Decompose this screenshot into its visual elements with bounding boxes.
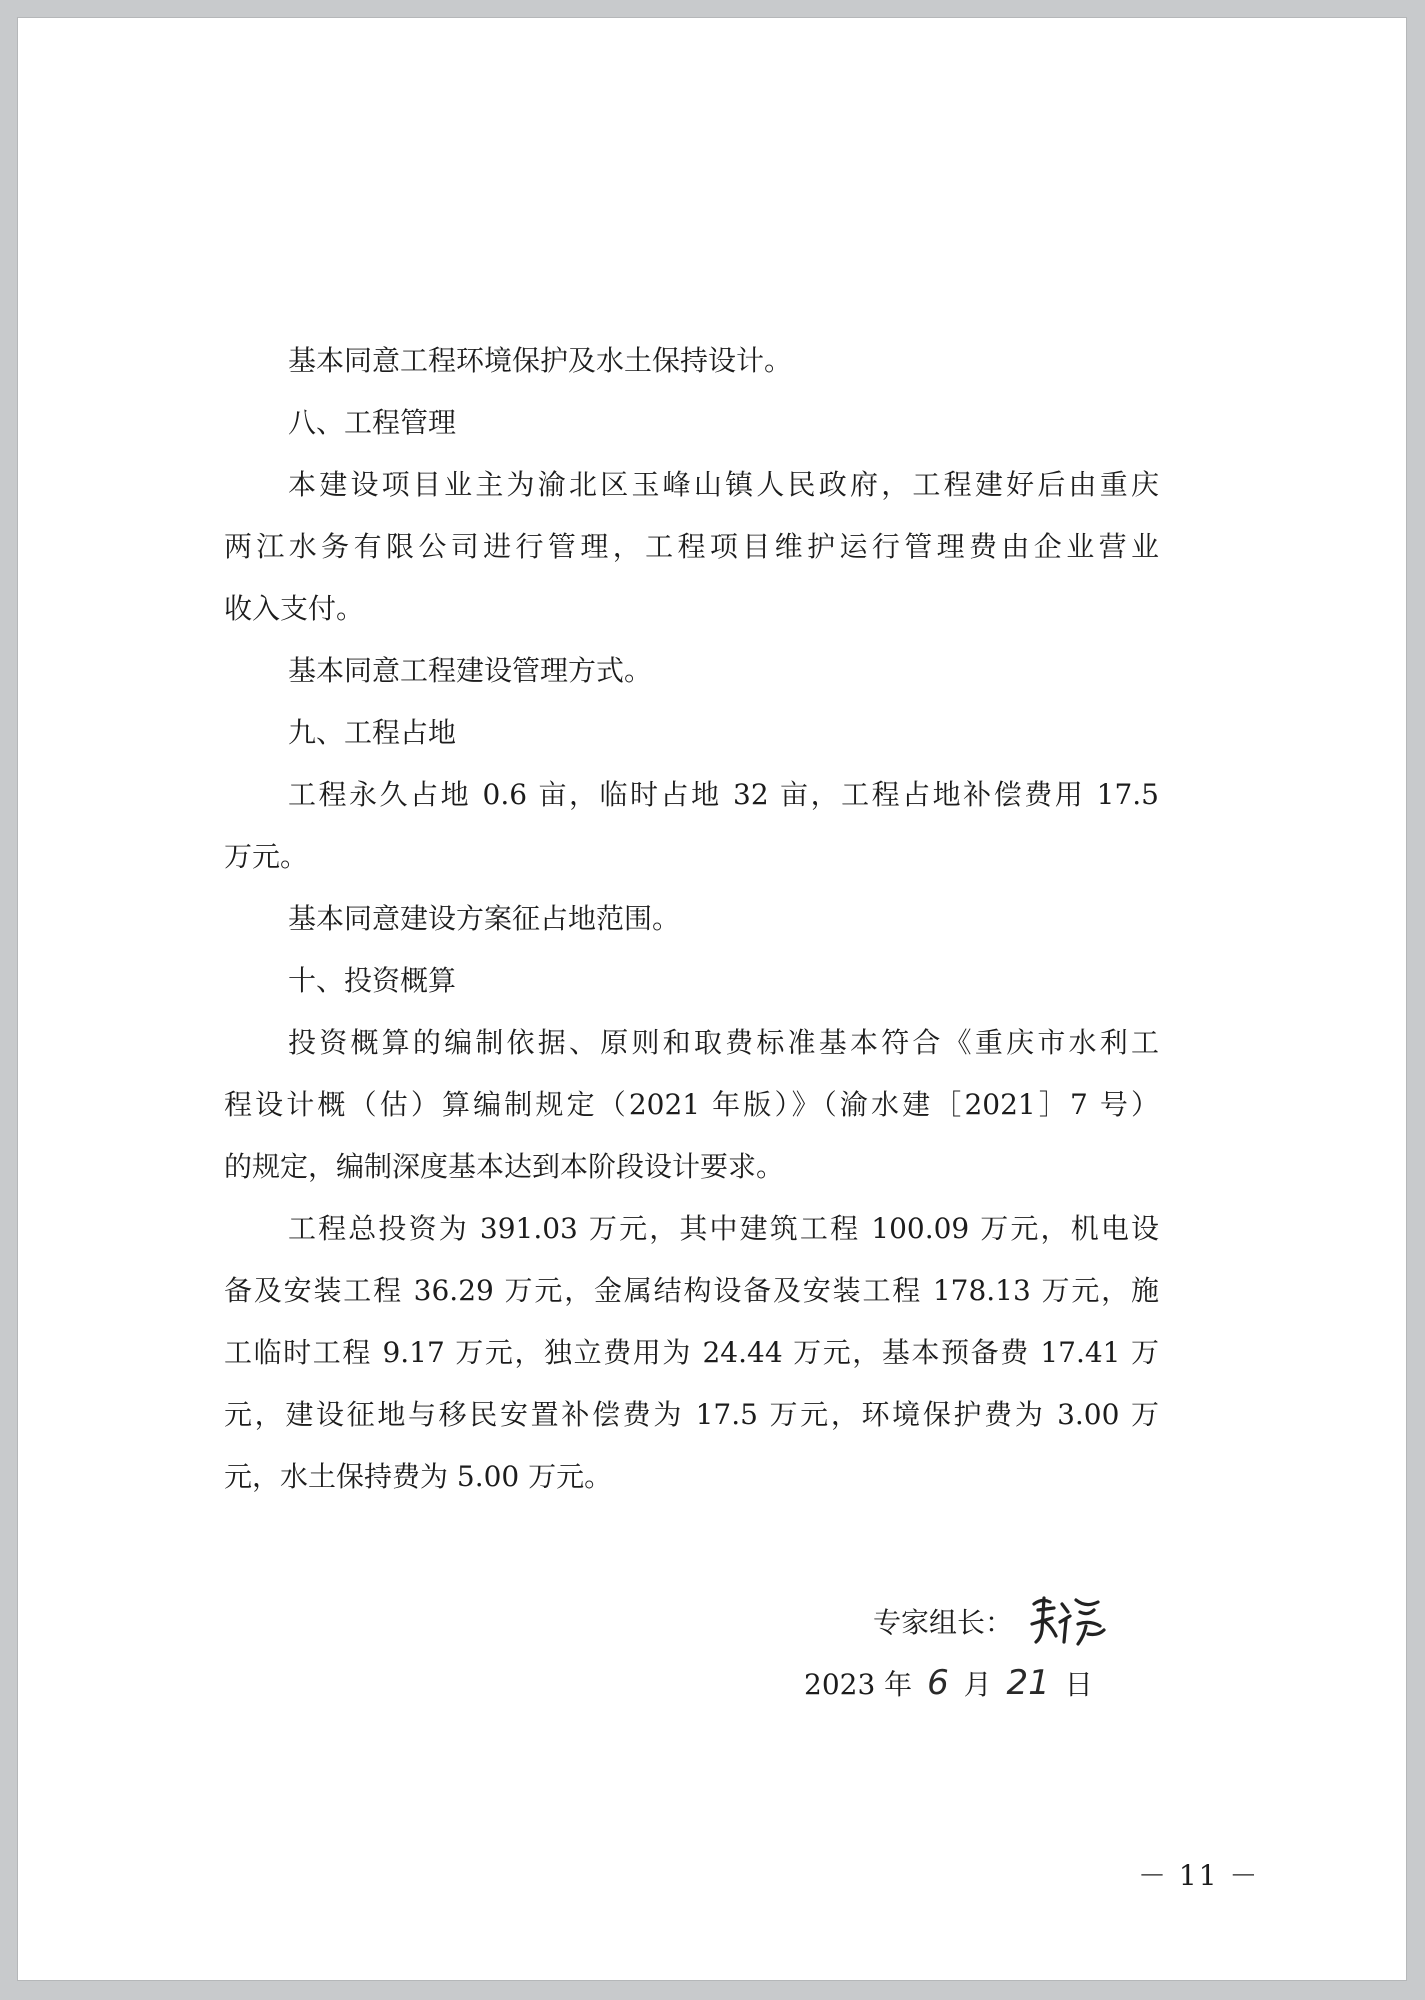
body-line: 基本同意工程环境保护及水土保持设计。	[288, 344, 793, 377]
body-line: 十、投资概算	[288, 964, 457, 997]
body-line: 八、工程管理	[288, 406, 457, 439]
body-line: 元，水土保持费为 5.00 万元。	[224, 1460, 613, 1493]
body-line: 投资概算的编制依据、原则和取费标准基本符合《重庆市水利工	[288, 1026, 1159, 1059]
handwritten-signature	[1028, 1590, 1110, 1650]
body-line: 程设计概（估）算编制规定（2021 年版）》（渝水建［2021］7 号）	[224, 1088, 1159, 1121]
body-line: 工程总投资为 391.03 万元，其中建筑工程 100.09 万元，机电设	[288, 1212, 1159, 1245]
body-line: 本建设项目业主为渝北区玉峰山镇人民政府，工程建好后由重庆	[288, 468, 1159, 501]
signing-date	[804, 1663, 1093, 1705]
body-line: 两江水务有限公司进行管理，工程项目维护运行管理费由企业营业	[224, 530, 1159, 563]
date-month-unit: 月	[963, 1668, 992, 1701]
body-line: 收入支付。	[224, 592, 365, 625]
signature-label: 专家组长：	[873, 1606, 1014, 1639]
date-day-handwritten: 21	[1006, 1663, 1050, 1703]
page-number: － 11 －	[1138, 1859, 1260, 1892]
body-line: 的规定，编制深度基本达到本阶段设计要求。	[224, 1150, 785, 1183]
date-day-unit: 日	[1064, 1668, 1093, 1701]
body-line: 基本同意工程建设管理方式。	[288, 654, 653, 687]
body-line: 备及安装工程 36.29 万元，金属结构设备及安装工程 178.13 万元，施	[224, 1274, 1159, 1307]
body-line: 工临时工程 9.17 万元，独立费用为 24.44 万元，基本预备费 17.41 万	[224, 1336, 1159, 1369]
body-line: 元，建设征地与移民安置补偿费为 17.5 万元，环境保护费为 3.00 万	[224, 1398, 1159, 1431]
body-line: 基本同意建设方案征占地范围。	[288, 902, 681, 935]
body-line: 九、工程占地	[288, 716, 457, 749]
date-year: 2023 年	[804, 1668, 913, 1701]
date-month-handwritten: 6	[927, 1663, 949, 1703]
body-line: 万元。	[224, 840, 309, 873]
document-page	[17, 17, 1407, 1981]
body-line: 工程永久占地 0.6 亩，临时占地 32 亩，工程占地补偿费用 17.5	[288, 778, 1159, 811]
